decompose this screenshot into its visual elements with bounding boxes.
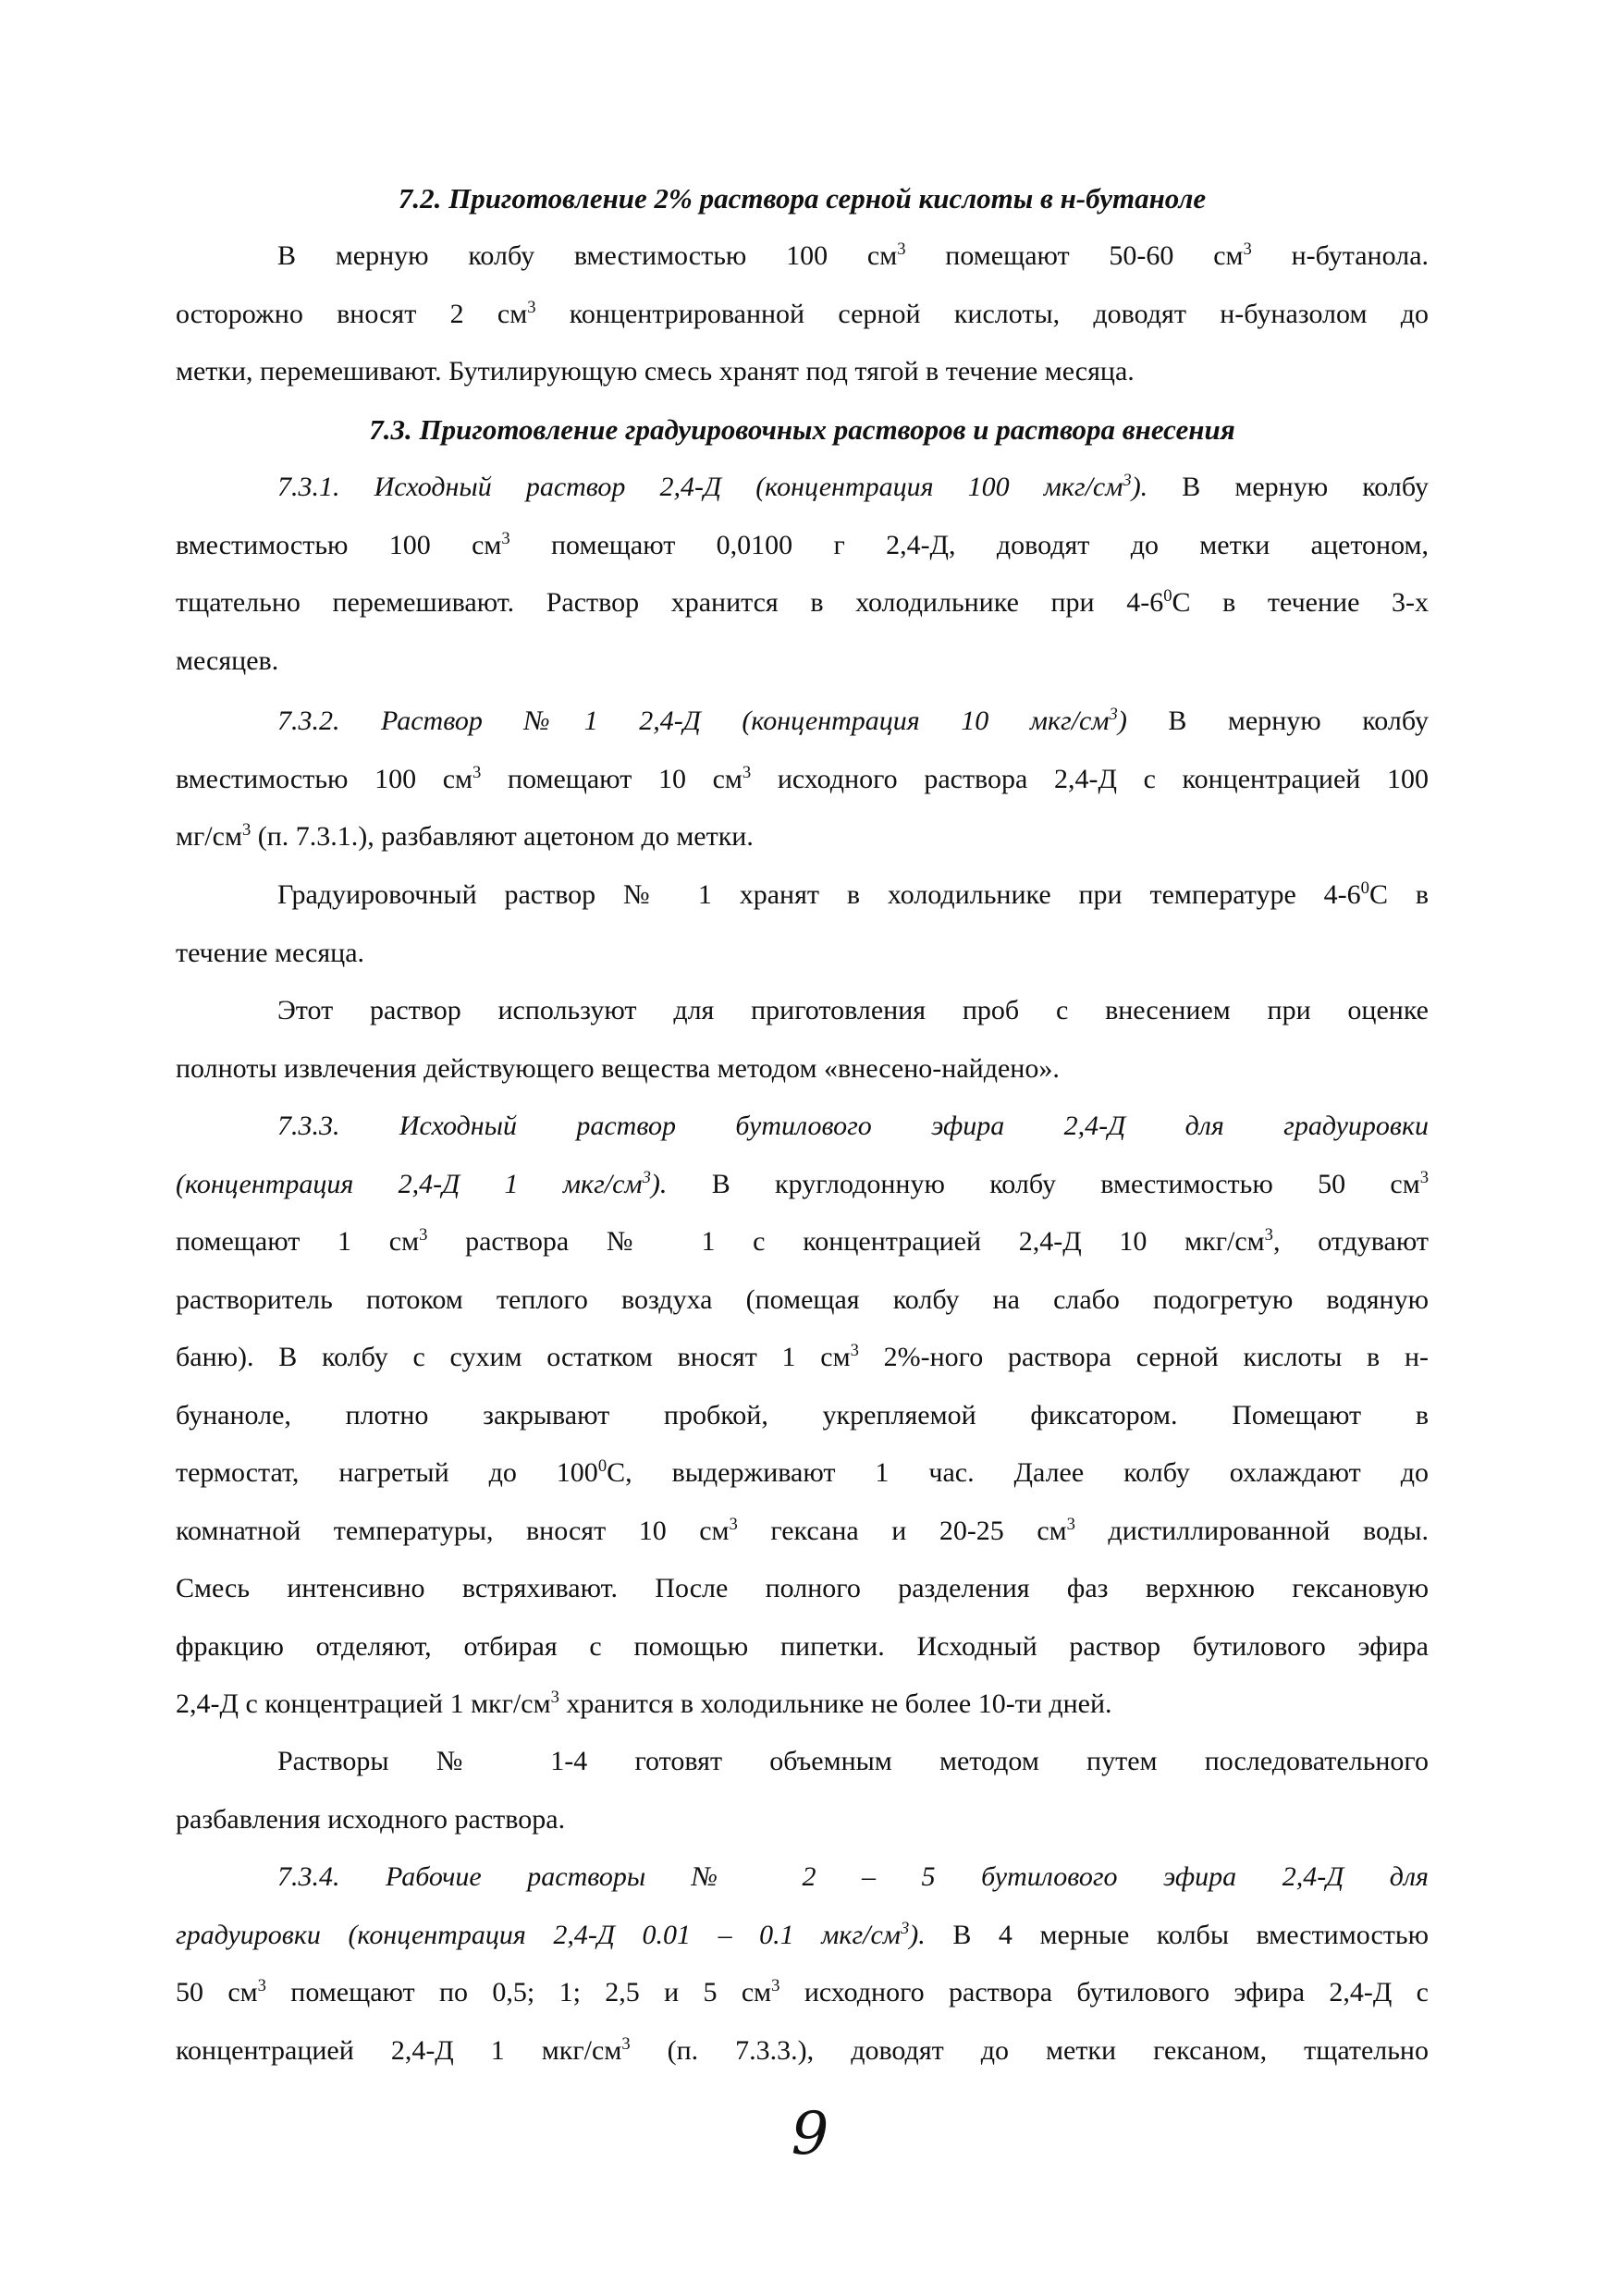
section-7-3-3-body: 7.3.3. Исходный раствор бутилового эфира 2,4-Д для градуировки (концентрация 2,4-Д 1 мкг/$см^3$). В круглодонную колбу вместимостью 50 $см^3$ помещают 1 $см^3$ раствора № 1 с концентрацией 2,4-Д 10 мкг/$см^3$, отдувают растворитель потоком теплого воздуха (помещая колбу на слабо подогретую водяную баню). В колбу с сухим остатком вносят 1 $см^3$ 2%-ного раствора серной кислоты в н- бунаноле, плотно закрывают пробкой, укрепляемой фиксатором. Помещают в термостат, нагретый до $100^0С$, выдерживают 1 час. Далее колбу охлаждают до комнатной температуры, вносят 10 $см^3$ гексана и 20-25 $см^3$ дистиллированной воды. Смесь интенсивно встряхивают. После полного разделения фаз верхнюю гексановую фракцию отделяют, отбирая с помощью пипетки. Исходный раствор бутилового эфира 2,4-Д с концентрацией 1 мкг/$см^3$ хранится в холодильнике не более 10-ти дней. bbox=[176, 1111, 1430, 1719]
section-7-3-heading: 7.3. Приготовление градуировочных растворов и раствора внесения bbox=[369, 413, 1235, 446]
section-7-3-4-body: 7.3.4. Рабочие растворы № 2 – 5 бутилового эфира 2,4-Д для градуировки (концентрация 2,4-Д 0.01 – 0.1 мкг/$см^3$). В 4 мерные колбы вместимостью 50 $см^3$ помещают по 0,5; 1; 2,5 и 5 $см^3$ исходного раствора бутилового эфира 2,4-Д с концентрацией 2,4-Д 1 мкг/$см^3$ (п. 7.3.3.), доводят до метки гексаном, тщательно bbox=[176, 1861, 1429, 2066]
dilution-paragraph: Растворы № 1-4 готовят объемным методом путем последовательного разбавления исходного раствора. bbox=[176, 1746, 1429, 1835]
page-number: 9 bbox=[791, 2100, 829, 2168]
section-7-3-1-body: 7.3.1. Исходный раствор 2,4-Д (концентрация 100 мкг/$см^3$). В мерную колбу вместимостью 100 $см^3$ помещают 0,0100 г 2,4-Д, доводят до метки ацетоном, тщательно перемешивают. Раствор хранится в холодильнике при $4-6^0С$ в течение 3-х месяцев. bbox=[176, 471, 1429, 676]
section-7-3-2-body: 7.3.2. Раствор №1 2,4-Д (концентрация 10 мкг/$см^3$) В мерную колбу вместимостью 100 $см^3$ помещают 10 $см^3$ исходного раствора 2,4-Д с концентрацией 100 $мг/см^3$ (п. 7.3.1.), разбавляют ацетоном до метки. bbox=[176, 705, 1429, 852]
storage-paragraph: Градуировочный раствор № 1 хранят в холодильнике при температуре $4-6^0С$ в течение месяца. bbox=[176, 878, 1429, 968]
section-7-2-heading: 7.2. Приготовление 2% раствора серной кислоты в н-бутаноле bbox=[398, 182, 1207, 215]
section-7-2-body: В мерную колбу вместимостью 100 $см^3$ помещают 50-60 $см^3$ н-бутанола. осторожно вносят 2 $см^3$ концентрированной серной кислоты, доводят н-буназолом до метки, перемешивают. Бутилирующую смесь хранят под тягой в течение месяца. bbox=[176, 239, 1430, 387]
usage-paragraph: Этот раствор используют для приготовления проб с внесением при оценке полноты извлечения действующего вещества методом «внесено-найдено». bbox=[176, 995, 1429, 1084]
